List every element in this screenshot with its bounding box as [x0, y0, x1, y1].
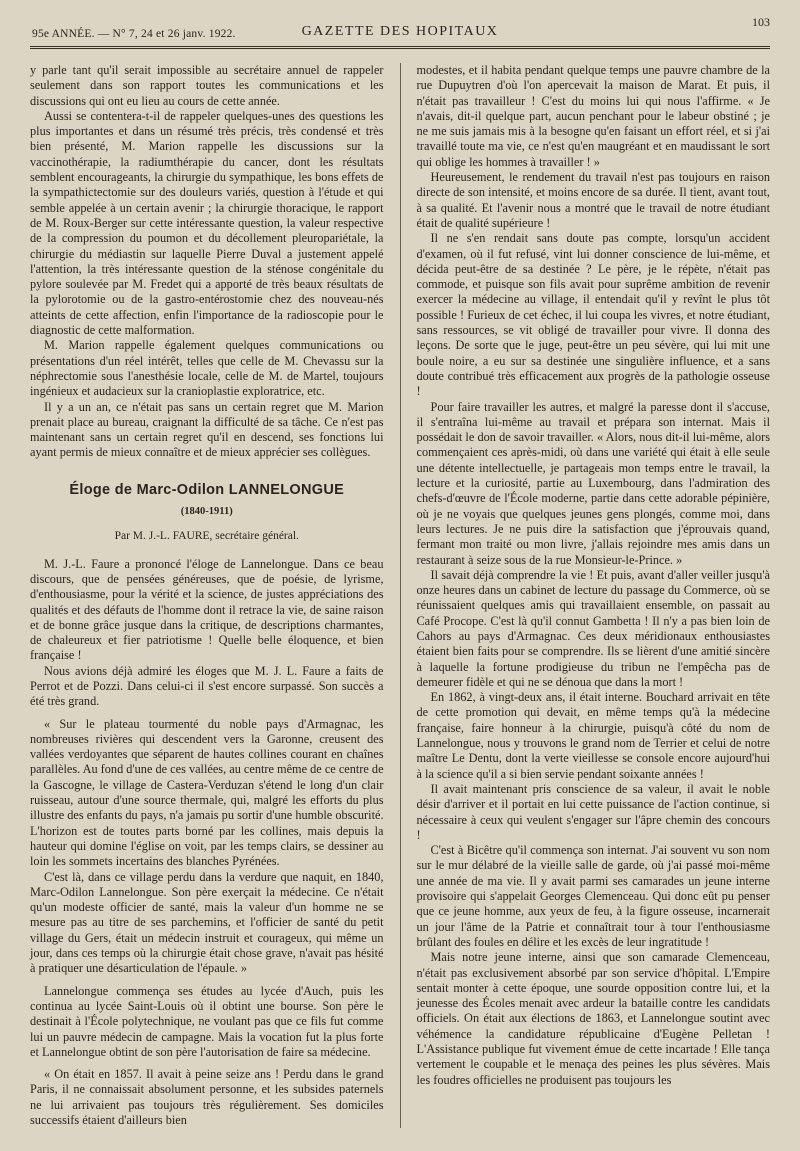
paragraph: M. J.-L. Faure a prononcé l'éloge de Lannelongue. Dans ce beau discours, que de pensées généreuses, que de poésie, de lyrisme, d'enthousiasme, pour la vérité et la science, de justes appréciations des qualités et des défauts de l'homme dont il retrace la vie, de saine raison et de bonne grâce jusque dans la critique, de descriptions charmantes, de chaleureux et fier patriotisme ! Quelle belle éloquence, et bien française !	[30, 556, 384, 663]
paragraph: Il savait déjà comprendre la vie ! Et puis, avant d'aller veiller jusqu'à onze heures dans un cabinet de lecture du passage du Commerce, où se réunissaient quelques amis qui travaillaient ensemble, on passait au Café Procope. C'est là qu'il connut Gambetta ! Il n'y a pas bien loin de Cahors au pays d'Armagnac. Ces deux méridionaux enthousiastes étaient bien faits pour se comprendre. Ils se lièrent d'une amitié sincère à laquelle la fortune prodigieuse du tribun ne l'empêcha pas de demeurer fidèle et qui ne se dénoua que dans la mort !	[416, 567, 770, 689]
paragraph: Il y a un an, ce n'était pas sans un certain regret que M. Marion prenait place au bureau, craignant la difficulté de sa tâche. Ce n'est pas maintenant sans un certain regret qu'il en descend, ses fonctions lui ayant permis de mieux connaître et de mieux apprécier ses collègues.	[30, 399, 384, 460]
article-dates: (1840-1911)	[180, 506, 233, 518]
paragraph: modestes, et il habita pendant quelque temps une pauvre chambre de la rue Dupuytren d'où l'on apercevait la maison de Marat. Et puis, il n'était pas travailleur ! C'est du moins lui qui nous l'affirme. « Je n'avais, dit-il quelque part, aucun penchant pour le labeur obstiné ; je ne me suis jamais mis à la besogne qu'en faisant un effort réel, et si j'ai travaillé toute ma vie, ce n'est qu'en maugréant et en maudissant le sort qui oblige les hommes à travailler ! »	[416, 63, 770, 169]
paragraph: Aussi se contentera-t-il de rappeler quelques-unes des questions les plus importantes et dans un résumé très précis, très condensé et très bien présenté, M. Marion rappelle les discussions sur la vaccinothérapie, la radiumthérapie du cancer, dont les résultats semblent encourageants, la chirurgie du sympathique, les bons effets de la sympathictectomie sur des douleurs variés, question à l'étude et qui semble appelée à un certain avenir ; la chirurgie thoracique, le rapport de M. Roux-Berger sur cette intéressante question, la valeur respective de la compression du poumon et du décollement pleuropariétale, la chirurgie du médiastin sur laquelle Pierre Duval a justement appelé l'attention, la très intéressante question de la sténose congénitale du pylore soulevée par M. Fredet qui a apporté de très beaux résultats de la pylorotomie ou de la gastro-entérostomie chez des nouveau-nés atteints de cette affection, enfin l'importance de la radioscopie pour le diagnostic de cette malformation.	[30, 108, 384, 338]
article-body-right	[416, 63, 770, 1088]
paragraph: « On était en 1857. Il avait à peine seize ans ! Perdu dans le grand Paris, il ne connaissait absolument personne, et les subsides paternels ne lui arrivaient pas toujours très régulièrement. Ses domiciles successifs étaient d'ailleurs bien	[30, 1067, 384, 1127]
article-byline: Par M. J.-L. FAURE, secrétaire général.	[114, 530, 299, 543]
paragraph: Il ne s'en rendait sans doute pas compte, lorsqu'un accident d'examen, où il fut refusé, vint lui donner conscience de lui-même, et décida peut-être de sa destinée ? Le père, je le répète, n'était pas commode, et puisque son fils avait pour suprême ambition de revenir exercer la médecine au village, il entendait qu'il y revînt le plus tôt possible ! Furieux de cet échec, il lui coupa les vivres, et notre étudiant, sans ressources, se vit obligé de travailler pour vivre. Il donna des leçons. De sorte que le juge, peut-être un peu sévère, qui lui mit une boule noire, a eu sur sa destinée une singulière influence, et a sans doute contribué très efficacement aux progrès de la pathologie osseuse !	[416, 231, 770, 399]
columns	[30, 63, 770, 1128]
intro-section	[30, 63, 384, 461]
article-title: Éloge de Marc-Odilon LANNELONGUE	[69, 481, 345, 498]
article-body-left	[30, 557, 384, 1129]
paragraph-gap	[30, 710, 384, 717]
paragraph: Heureusement, le rendement du travail n'est pas toujours en raison directe de son intensité, et moins encore de sa durée. Il tient, avant tout, à sa qualité. Et l'avenir nous a montré que le travail de notre étudiant était de qualité supérieure !	[416, 170, 770, 230]
page-header	[30, 15, 770, 49]
paragraph: C'est là, dans ce village perdu dans la verdure que naquit, en 1840, Marc-Odilon Lannelongue. Son père exerçait la médecine. Ce n'était qu'un modeste officier de santé, mais la valeur d'un homme ne se mesure pas au titre de ses parchemins, et l'officier de santé du petit village du Gers, était un médecin instruit et courageux, qui même un jour, dans ces temps où la chirurgie était chose grave, n'avait pas hésité à pratiquer une désarticulation de l'épaule. »	[30, 869, 384, 976]
right-column	[416, 63, 770, 1128]
paragraph: Pour faire travailler les autres, et malgré la paresse dont il s'accuse, il s'entraîna lui-même au travail et prépara son internat. Mais il possédait le don de savoir travailler. « Alors, nous dit-il lui-même, alors commençaient ces après-midi, où dans une variété qui était à elle seule une détente intellectuelle, je partageais mon temps entre le travail, la lecture et la curiosité, partie au Luxembourg, dans l'admiration des chefs-d'œuvre de l'École moderne, partie dans cette adorable pépinière, où je ne voyais que quelques jeunes gens plongés, comme moi, dans leurs lectures. Je ne puis dire la satisfaction que j'éprouvais quand, fermant mon traité ou mon livre, j'allais rejoindre mes amis dans un restaurant à seize sous de la rue Monsieur-le-Prince. »	[416, 399, 770, 567]
issue-line: 95e ANNÉE. — N° 7, 24 et 26 janv. 1922.	[32, 28, 236, 40]
column-divider	[400, 63, 401, 1128]
paragraph-gap	[30, 1060, 384, 1067]
paragraph: « Sur le plateau tourmenté du noble pays d'Armagnac, les nombreuses rivières qui descendent vers la Garonne, creusent des vallées verdoyantes que séparent de hautes collines courant en chaînes parallèles. Au fond d'une de ces vallées, au centre même de ce centre de la Gascogne, le village de Castera-Verduzan s'étend le long d'un clair ruisseau, autour d'une source thermale, qui, malgré les efforts du plus illustre des enfants du pays, n'a jamais pu sortir d'une humble obscurité. L'horizon est de toutes parts borné par les collines, mais depuis la hauteur qui domine l'église on voit, par les temps clairs, se dessiner au loin les sommets incertains des blanches Pyrénées.	[30, 716, 384, 869]
paragraph: M. Marion rappelle également quelques communications ou présentations d'un réel intérêt, telles que celle de M. Chevassu sur la néphrectomie sous l'anesthésie locale, celle de M. de Martel, toujours ingénieux et audacieux sur la cranioplastie exploratrice, etc.	[30, 338, 384, 399]
paragraph: Mais notre jeune interne, ainsi que son camarade Clemenceau, n'était pas exclusivement absorbé par son service d'hôpital. L'Empire sentait monter à cette époque, une sourde opposition contre lui, et la jeunesse des Écoles menait avec ardeur la bataille contre les candidats officiels. On était aux élections de 1863, et Lannelongue soutint avec véhémence la candidature républicaine d'Eugène Pelletan ! L'Assistance publique fut vivement émue de cette incartade ! Elle tança vertement le coupable et le menaça des peines les plus sévères. Mais les foudres officielles ne produisent pas toujours les	[416, 950, 770, 1087]
paragraph: y parle tant qu'il serait impossible au secrétaire annuel de rappeler seulement dans son rapport toutes les communications et les discussions qui ont eu lieu au cours de cette année.	[30, 63, 384, 108]
left-column	[30, 63, 384, 1128]
page-number: 103	[752, 15, 770, 29]
journal-title: GAZETTE DES HOPITAUX	[301, 24, 499, 39]
paragraph: C'est à Bicêtre qu'il commença son internat. J'ai souvent vu son nom sur le mur délabré de la vieille salle de garde, où j'ai passé moi-même une année de ma vie. Il y avait parmi ses camarades un jeune interne provisoire qui s'appelait Georges Clemenceau. Qui donc eût pu penser que ce jeune homme, aux yeux de feu, à la figure osseuse, incarnerait un jour l'âme de la Patrie et connaîtrait tour à tour l'enthousiasme brûlant des foules en délire et les excès de leur ingratitude !	[416, 843, 770, 949]
paragraph: Nous avions déjà admiré les éloges que M. J. L. Faure a faits de Perrot et de Pozzi. Dans celui-ci il s'est encore surpassé. Son succès a été très grand.	[30, 663, 384, 709]
paragraph: Lannelongue commença ses études au lycée d'Auch, puis les continua au lycée Saint-Louis où il obtint une bourse. Son père le destinait à l'École polytechnique, ne voulant pas que ce fils fut comme lui un pauvre médecin de campagne. Mais la vocation fut la plus forte et Lannelongue obtint de son père l'autorisation de faire sa médecine.	[30, 983, 384, 1059]
paragraph-gap	[30, 977, 384, 984]
paragraph: En 1862, à vingt-deux ans, il était interne. Bouchard arrivait en tête de cette promotion qui devait, en même temps qu'à la médecine française, faire honneur à la chirurgie, puisqu'à côté du nom de Lannelongue, nous y trouvons le grand nom de Terrier et celui de notre maître Le Dentu, dont la verte vieillesse se console encore aujourd'hui à la science qu'il a si bien servie pendant soixante années !	[416, 690, 770, 781]
paragraph: Il avait maintenant pris conscience de sa valeur, il avait le noble désir d'arriver et il portait en lui cette puissance de l'action continue, si nécessaire à ceux qui veulent s'engager sur l'âpre chemin des concours !	[416, 781, 770, 842]
